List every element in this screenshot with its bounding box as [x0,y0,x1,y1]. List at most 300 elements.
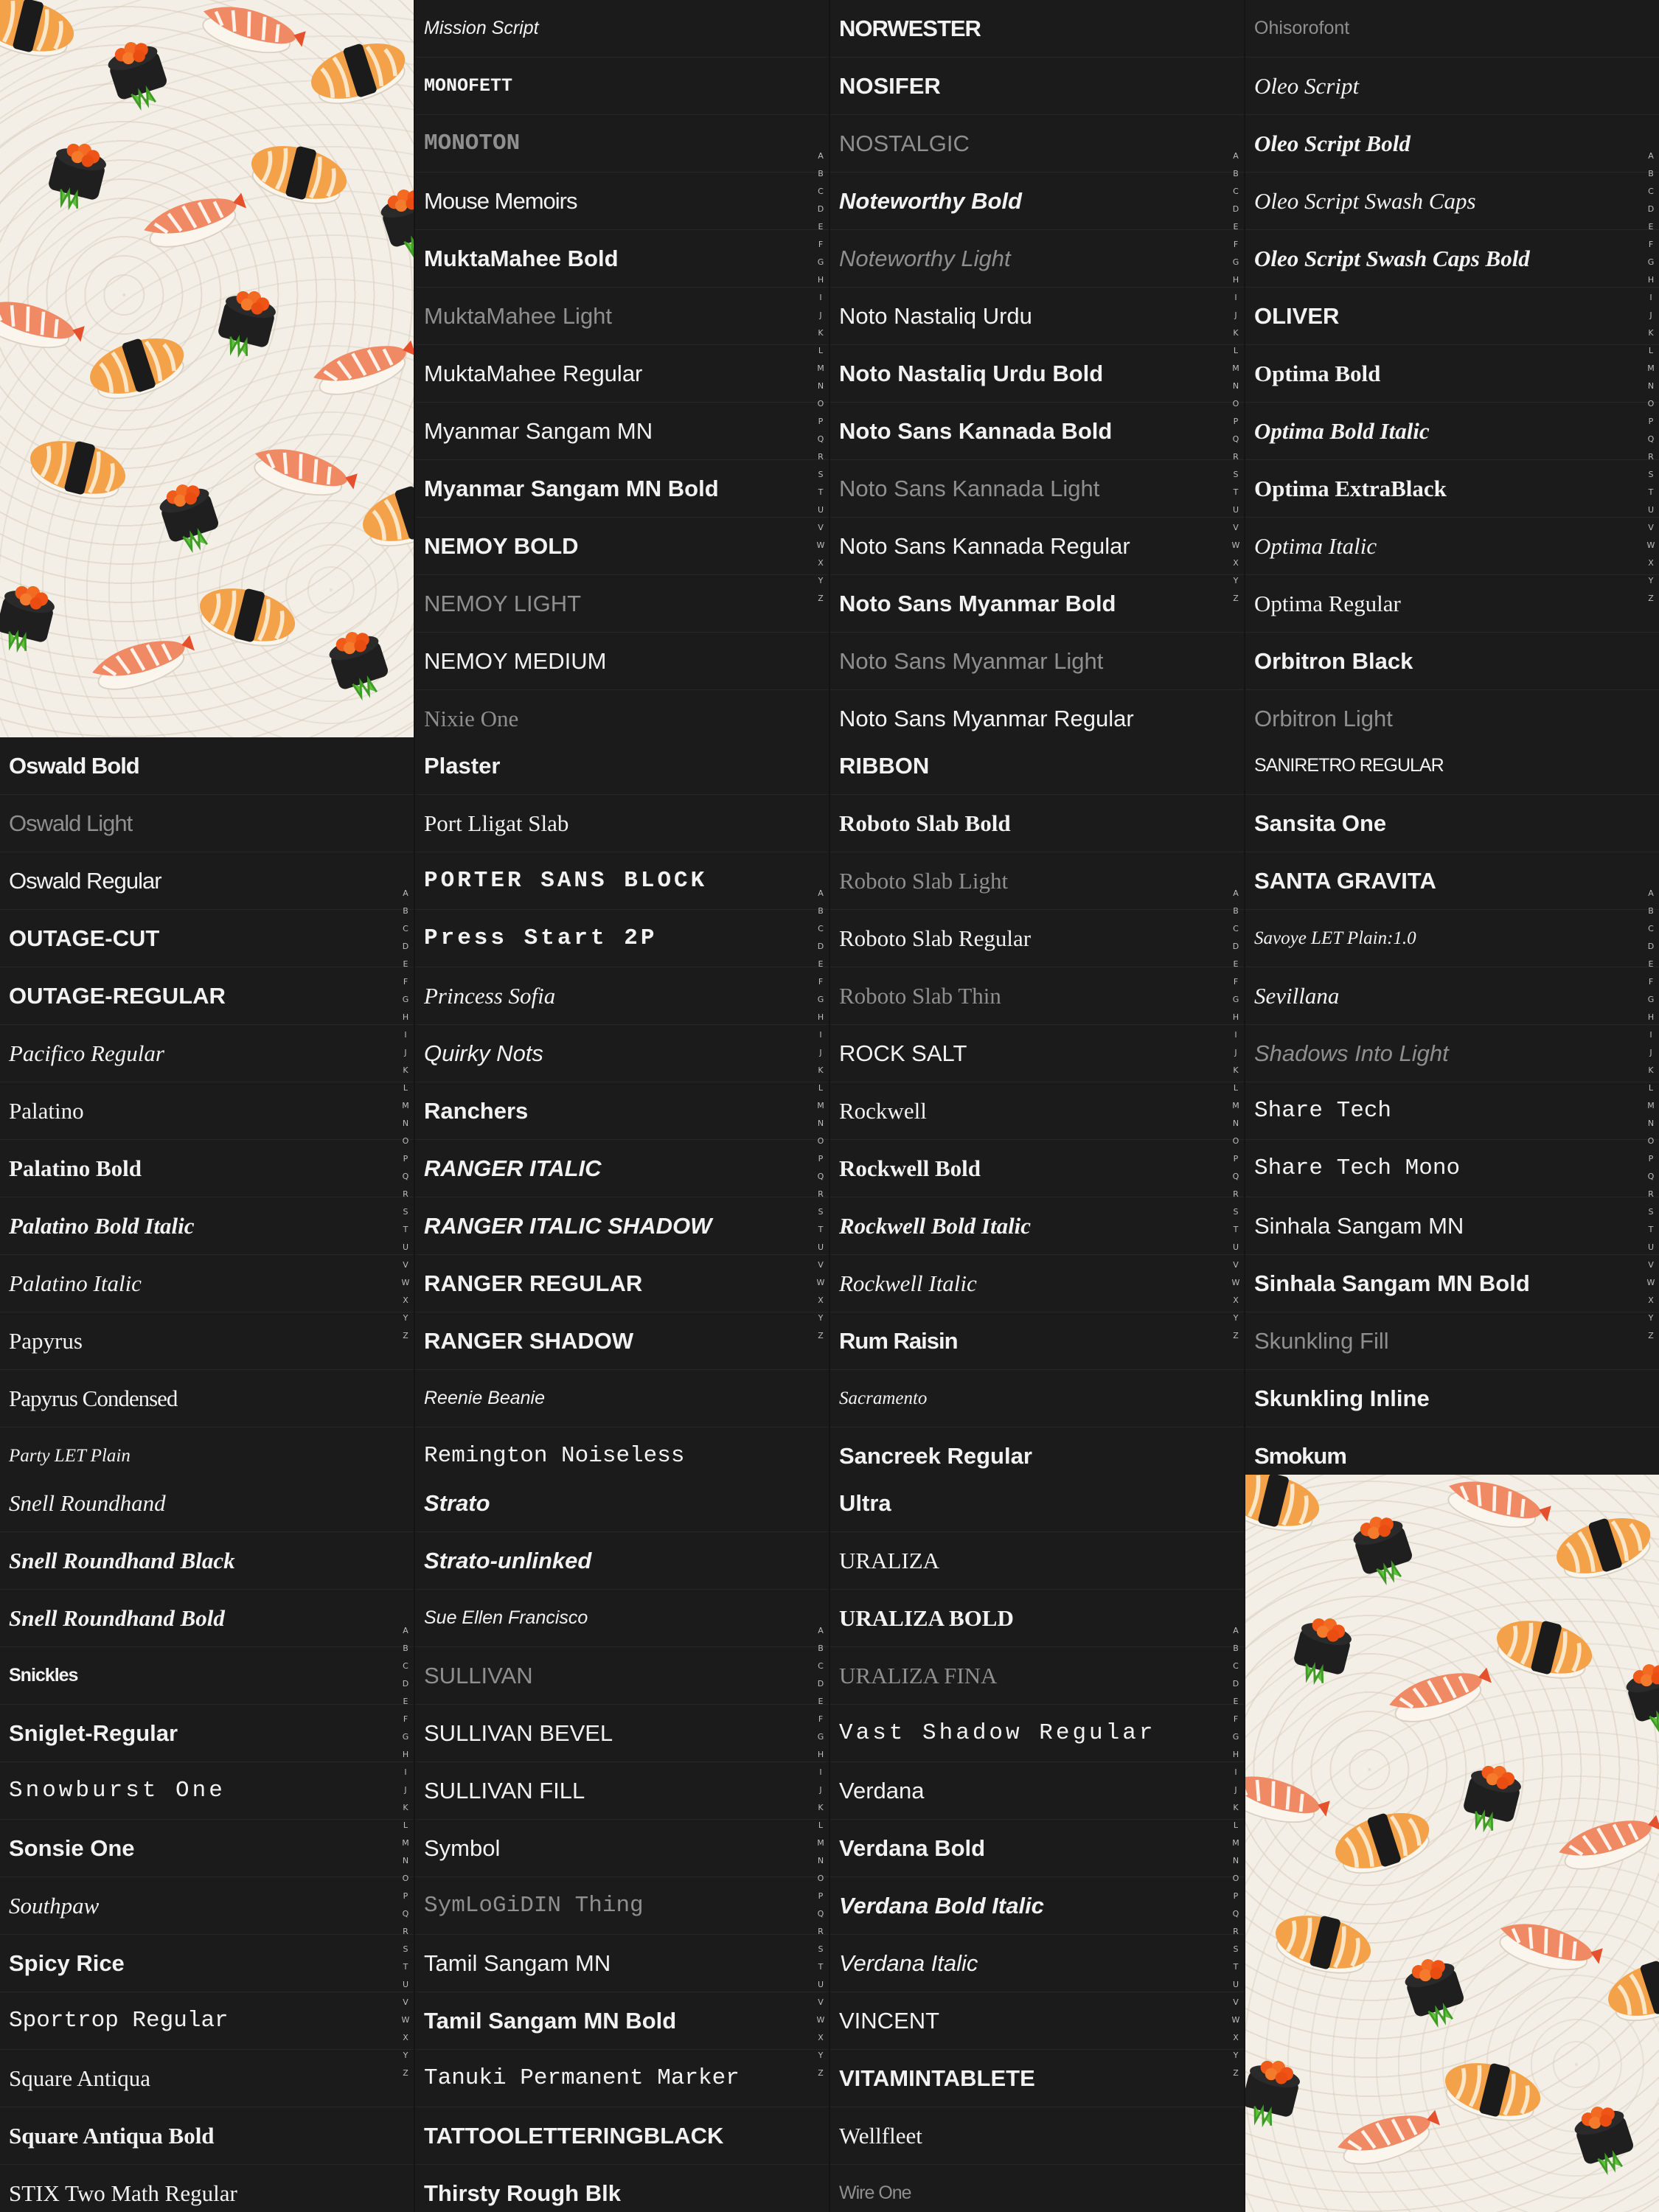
index-letter[interactable]: S [1233,1944,1239,1954]
font-list-item[interactable]: Pacifico Regular [0,1025,414,1082]
index-letter[interactable]: B [1648,906,1654,916]
index-letter[interactable]: Z [1648,594,1654,603]
index-letter[interactable]: L [403,1820,408,1830]
index-letter[interactable]: I [819,293,822,302]
font-list-item[interactable]: Verdana [830,1762,1244,1820]
font-list-item[interactable]: Noteworthy Light [830,230,1244,288]
index-letter[interactable]: V [818,523,824,532]
index-letter[interactable]: M [402,1101,409,1110]
index-letter[interactable]: U [402,1242,409,1252]
index-letter[interactable]: C [818,924,824,933]
index-letter[interactable]: Z [818,594,824,603]
font-list-item[interactable]: Mission Script [415,0,829,58]
index-letter[interactable]: H [1232,1012,1239,1022]
index-letter[interactable]: S [403,1207,408,1217]
index-letter[interactable]: W [1231,540,1240,550]
index-letter[interactable]: L [1233,346,1239,355]
index-letter[interactable]: T [1648,1225,1654,1234]
font-list-item[interactable]: Rockwell Bold [830,1140,1244,1197]
index-letter[interactable]: Z [1648,1331,1654,1340]
index-letter[interactable]: M [1232,1101,1239,1110]
index-letter[interactable]: V [818,1997,824,2007]
index-letter[interactable]: M [1647,1101,1655,1110]
index-letter[interactable]: T [1233,1962,1239,1972]
index-letter[interactable]: O [817,1874,824,1883]
index-letter[interactable]: E [1648,959,1654,969]
index-letter[interactable]: X [403,2033,408,2042]
font-list-item[interactable]: Remington Noiseless [415,1427,829,1475]
index-letter[interactable]: C [1648,187,1654,196]
index-letter[interactable]: D [402,1679,409,1688]
font-list-item[interactable]: Tanuki Permanent Marker [415,2050,829,2107]
index-letter[interactable]: C [1233,187,1239,196]
index-letter[interactable]: W [816,540,825,550]
index-letter[interactable]: K [818,1803,824,1812]
index-letter[interactable]: H [402,1750,409,1759]
index-letter[interactable]: Z [1233,2068,1239,2078]
font-list-item[interactable]: Rockwell [830,1082,1244,1140]
index-letter[interactable]: N [1232,381,1239,391]
index-letter[interactable]: R [818,452,824,462]
index-letter[interactable]: Y [1233,2051,1239,2060]
font-list-item[interactable]: Ohisorofont [1245,0,1659,58]
font-list-item[interactable]: Sportrop Regular [0,1992,414,2050]
index-letter[interactable]: O [1647,1136,1655,1146]
index-letter[interactable]: Q [1232,1172,1239,1181]
index-letter[interactable]: J [819,310,822,320]
index-letter[interactable]: O [1232,1136,1239,1146]
font-list-item[interactable]: Noto Sans Kannada Light [830,460,1244,518]
index-letter[interactable]: W [401,2015,410,2025]
index-letter[interactable]: I [819,1767,822,1777]
index-letter[interactable]: G [1232,1732,1239,1742]
font-list-item[interactable]: Vast Shadow Regular [830,1705,1244,1762]
index-letter[interactable]: F [818,240,824,249]
alphabet-index-bar[interactable] [399,1622,412,2082]
index-letter[interactable]: X [403,1295,408,1305]
index-letter[interactable]: S [818,1207,824,1217]
font-list-item[interactable]: URALIZA [830,1532,1244,1590]
index-letter[interactable]: C [1648,924,1654,933]
font-list-item[interactable]: Snowburst One [0,1762,414,1820]
font-list-item[interactable]: Tamil Sangam MN Bold [415,1992,829,2050]
alphabet-index-bar[interactable] [1229,1622,1242,2082]
font-list-item[interactable]: Roboto Slab Regular [830,910,1244,967]
index-letter[interactable]: U [817,1980,824,1989]
index-letter[interactable]: A [1233,888,1239,898]
font-list-item[interactable]: Rum Raisin [830,1312,1244,1370]
index-letter[interactable]: V [1233,1260,1239,1270]
font-list-item[interactable]: Share Tech [1245,1082,1659,1140]
index-letter[interactable]: P [1233,1891,1239,1901]
index-letter[interactable]: I [1234,1767,1237,1777]
index-letter[interactable]: J [1649,1048,1652,1057]
font-list-item[interactable]: NOSIFER [830,58,1244,115]
index-letter[interactable]: X [1648,558,1654,568]
index-letter[interactable]: C [818,187,824,196]
index-letter[interactable]: W [1646,1278,1655,1287]
index-letter[interactable]: S [1648,1207,1654,1217]
font-list-item[interactable]: NEMOY BOLD [415,518,829,575]
index-letter[interactable]: X [1233,1295,1239,1305]
font-list-item[interactable]: Myanmar Sangam MN [415,403,829,460]
font-list-item[interactable]: Tamil Sangam MN [415,1935,829,1992]
index-letter[interactable]: D [1232,1679,1239,1688]
index-letter[interactable]: X [1233,558,1239,568]
index-letter[interactable]: L [403,1083,408,1093]
font-list-item[interactable]: MuktaMahee Light [415,288,829,345]
index-letter[interactable]: C [1233,924,1239,933]
index-letter[interactable]: V [403,1260,408,1270]
font-list-item[interactable]: Sue Ellen Francisco [415,1590,829,1647]
font-list-item[interactable]: PORTER SANS BLOCK [415,852,829,910]
index-letter[interactable]: W [401,1278,410,1287]
index-letter[interactable]: Q [817,1172,824,1181]
font-list-item[interactable]: SULLIVAN FILL [415,1762,829,1820]
font-list-item[interactable]: RANGER ITALIC SHADOW [415,1197,829,1255]
index-letter[interactable]: G [1647,995,1655,1004]
font-list-item[interactable]: Roboto Slab Light [830,852,1244,910]
font-list-item[interactable]: Princess Sofia [415,967,829,1025]
index-letter[interactable]: N [1647,1119,1655,1128]
index-letter[interactable]: U [1232,1980,1239,1989]
index-letter[interactable]: I [1234,293,1237,302]
font-list-item[interactable]: Palatino Bold [0,1140,414,1197]
font-list-item[interactable]: Sonsie One [0,1820,414,1877]
index-letter[interactable]: Y [1233,1313,1239,1323]
index-letter[interactable]: J [404,1048,407,1057]
font-list-item[interactable]: Verdana Bold Italic [830,1877,1244,1935]
font-list-item[interactable]: SULLIVAN [415,1647,829,1705]
font-list-item[interactable]: Noto Sans Kannada Bold [830,403,1244,460]
index-letter[interactable]: K [1648,1065,1654,1075]
font-list-item[interactable]: Square Antiqua [0,2050,414,2107]
index-letter[interactable]: Z [403,1331,408,1340]
index-letter[interactable]: O [402,1874,409,1883]
font-list-item[interactable]: Oswald Bold [0,737,414,795]
index-letter[interactable]: U [1232,505,1239,515]
index-letter[interactable]: J [1234,310,1237,320]
font-list-item[interactable]: Noto Nastaliq Urdu Bold [830,345,1244,403]
index-letter[interactable]: A [1233,151,1239,161]
font-list-item[interactable]: MONOFETT [415,58,829,115]
index-letter[interactable]: G [1232,257,1239,267]
font-list-item[interactable]: Myanmar Sangam MN Bold [415,460,829,518]
index-letter[interactable]: B [1233,1644,1239,1653]
index-letter[interactable]: V [1648,523,1654,532]
index-letter[interactable]: F [1648,240,1654,249]
index-letter[interactable]: O [817,1136,824,1146]
font-list-item[interactable]: Noto Nastaliq Urdu [830,288,1244,345]
font-list-item[interactable]: Mouse Memoirs [415,173,829,230]
index-letter[interactable]: A [818,151,824,161]
index-letter[interactable]: O [402,1136,409,1146]
font-list-item[interactable]: MONOTON [415,115,829,173]
font-list-item[interactable]: Noto Sans Myanmar Light [830,633,1244,690]
font-list-item[interactable]: Wellfleet [830,2107,1244,2165]
font-list-item[interactable]: RANGER REGULAR [415,1255,829,1312]
font-list-item[interactable]: Thirsty Rough Blk [415,2165,829,2212]
index-letter[interactable]: H [1647,1012,1655,1022]
index-letter[interactable]: L [1233,1083,1239,1093]
index-letter[interactable]: P [1648,417,1654,426]
font-list-item[interactable]: Sansita One [1245,795,1659,852]
index-letter[interactable]: A [818,1626,824,1635]
index-letter[interactable]: E [1233,959,1239,969]
font-list-item[interactable]: Sevillana [1245,967,1659,1025]
index-letter[interactable]: K [403,1065,408,1075]
font-list-item[interactable]: Roboto Slab Thin [830,967,1244,1025]
font-list-item[interactable]: Oswald Regular [0,852,414,910]
font-list-item[interactable]: Snell Roundhand Bold [0,1590,414,1647]
index-letter[interactable]: R [818,1927,824,1936]
font-list-item[interactable]: Reenie Beanie [415,1370,829,1427]
font-list-item[interactable]: Optima Bold Italic [1245,403,1659,460]
index-letter[interactable]: Z [818,1331,824,1340]
index-letter[interactable]: S [1233,1207,1239,1217]
font-list-item[interactable]: Noto Sans Kannada Regular [830,518,1244,575]
index-letter[interactable]: J [1234,1048,1237,1057]
alphabet-index-bar[interactable] [1644,147,1658,608]
index-letter[interactable]: F [818,977,824,987]
index-letter[interactable]: H [817,1750,824,1759]
index-letter[interactable]: Z [1233,594,1239,603]
index-letter[interactable]: Q [402,1909,409,1919]
index-letter[interactable]: M [817,1838,824,1848]
index-letter[interactable]: M [817,1101,824,1110]
font-list-item[interactable]: Port Lligat Slab [415,795,829,852]
index-letter[interactable]: D [402,942,409,951]
index-letter[interactable]: N [402,1119,409,1128]
index-letter[interactable]: X [818,1295,824,1305]
index-letter[interactable]: N [1232,1856,1239,1865]
font-list-item[interactable]: Orbitron Light [1245,690,1659,737]
index-letter[interactable]: X [1648,1295,1654,1305]
index-letter[interactable]: E [818,959,824,969]
index-letter[interactable]: Y [1648,576,1654,585]
index-letter[interactable]: G [1232,995,1239,1004]
font-list-item[interactable]: Plaster [415,737,829,795]
index-letter[interactable]: A [1648,151,1654,161]
index-letter[interactable]: Y [1233,576,1239,585]
index-letter[interactable]: R [1648,452,1654,462]
index-letter[interactable]: G [402,1732,409,1742]
index-letter[interactable]: E [1648,222,1654,232]
index-letter[interactable]: N [817,1119,824,1128]
index-letter[interactable]: P [1233,417,1239,426]
index-letter[interactable]: V [818,1260,824,1270]
index-letter[interactable]: E [818,1697,824,1706]
index-letter[interactable]: H [1232,1750,1239,1759]
font-list-item[interactable]: Palatino Italic [0,1255,414,1312]
index-letter[interactable]: B [1233,169,1239,178]
index-letter[interactable]: Q [402,1172,409,1181]
index-letter[interactable]: Y [818,576,824,585]
font-list-item[interactable]: SULLIVAN BEVEL [415,1705,829,1762]
alphabet-index-bar[interactable] [1229,147,1242,608]
index-letter[interactable]: S [818,1944,824,1954]
font-list-item[interactable]: Ultra [830,1475,1244,1532]
index-letter[interactable]: M [1232,1838,1239,1848]
index-letter[interactable]: L [1648,1083,1654,1093]
index-letter[interactable]: J [404,1785,407,1795]
index-letter[interactable]: Q [817,1909,824,1919]
font-list-item[interactable]: Nixie One [415,690,829,737]
index-letter[interactable]: M [402,1838,409,1848]
font-list-item[interactable]: Noto Sans Myanmar Bold [830,575,1244,633]
index-letter[interactable]: S [1233,470,1239,479]
font-list-item[interactable]: NOSTALGIC [830,115,1244,173]
font-list-item[interactable]: Ranchers [415,1082,829,1140]
font-list-item[interactable]: Smokum [1245,1427,1659,1475]
index-letter[interactable]: N [1647,381,1655,391]
font-list-item[interactable]: SymLoGiDIN Thing [415,1877,829,1935]
font-list-item[interactable]: Papyrus [0,1312,414,1370]
font-list-item[interactable]: Sacramento [830,1370,1244,1427]
index-letter[interactable]: B [1233,906,1239,916]
index-letter[interactable]: F [1233,240,1239,249]
font-list-item[interactable]: Noto Sans Myanmar Regular [830,690,1244,737]
index-letter[interactable]: F [818,1714,824,1724]
index-letter[interactable]: L [818,1820,824,1830]
font-list-item[interactable]: Optima ExtraBlack [1245,460,1659,518]
index-letter[interactable]: H [817,1012,824,1022]
font-list-item[interactable]: Sinhala Sangam MN Bold [1245,1255,1659,1312]
index-letter[interactable]: R [818,1189,824,1199]
index-letter[interactable]: O [1232,1874,1239,1883]
font-list-item[interactable]: Square Antiqua Bold [0,2107,414,2165]
index-letter[interactable]: H [1647,275,1655,285]
index-letter[interactable]: H [402,1012,409,1022]
index-letter[interactable]: C [1233,1661,1239,1671]
index-letter[interactable]: K [403,1803,408,1812]
font-list-item[interactable]: Press Start 2P [415,910,829,967]
index-letter[interactable]: P [818,417,824,426]
index-letter[interactable]: S [403,1944,408,1954]
font-list-item[interactable]: Oleo Script Swash Caps [1245,173,1659,230]
index-letter[interactable]: W [816,1278,825,1287]
index-letter[interactable]: B [818,169,824,178]
index-letter[interactable]: P [403,1154,408,1164]
index-letter[interactable]: R [1233,1189,1239,1199]
font-list-item[interactable]: STIX Two Math Regular [0,2165,414,2212]
index-letter[interactable]: R [1233,452,1239,462]
index-letter[interactable]: V [1233,523,1239,532]
index-letter[interactable]: I [404,1030,407,1040]
index-letter[interactable]: L [1648,346,1654,355]
index-letter[interactable]: B [818,906,824,916]
index-letter[interactable]: A [403,888,408,898]
index-letter[interactable]: E [1233,222,1239,232]
index-letter[interactable]: A [1648,888,1654,898]
font-list-item[interactable]: SANTA GRAVITA [1245,852,1659,910]
index-letter[interactable]: B [403,906,408,916]
font-list-item[interactable]: Skunkling Inline [1245,1370,1659,1427]
index-letter[interactable]: T [1648,487,1654,497]
index-letter[interactable]: T [818,1225,824,1234]
index-letter[interactable]: W [816,2015,825,2025]
index-letter[interactable]: A [403,1626,408,1635]
index-letter[interactable]: A [1233,1626,1239,1635]
index-letter[interactable]: Y [818,2051,824,2060]
font-list-item[interactable]: VINCENT [830,1992,1244,2050]
index-letter[interactable]: U [1647,505,1655,515]
alphabet-index-bar[interactable] [1644,885,1658,1345]
index-letter[interactable]: K [818,328,824,338]
font-list-item[interactable]: Quirky Nots [415,1025,829,1082]
font-list-item[interactable]: Snickles [0,1647,414,1705]
font-list-item[interactable]: Sniglet-Regular [0,1705,414,1762]
index-letter[interactable]: K [1233,328,1239,338]
index-letter[interactable]: J [819,1785,822,1795]
index-letter[interactable]: Z [403,2068,408,2078]
alphabet-index-bar[interactable] [399,885,412,1345]
font-list-item[interactable]: Spicy Rice [0,1935,414,1992]
font-list-item[interactable]: Southpaw [0,1877,414,1935]
font-list-item[interactable]: Shadows Into Light [1245,1025,1659,1082]
index-letter[interactable]: Y [1648,1313,1654,1323]
index-letter[interactable]: C [403,924,408,933]
font-list-item[interactable]: Optima Regular [1245,575,1659,633]
font-list-item[interactable]: Wire One [830,2165,1244,2212]
index-letter[interactable]: W [1231,1278,1240,1287]
index-letter[interactable]: V [1648,1260,1654,1270]
font-list-item[interactable]: Symbol [415,1820,829,1877]
index-letter[interactable]: I [1234,1030,1237,1040]
font-list-item[interactable]: Snell Roundhand [0,1475,414,1532]
index-letter[interactable]: X [1233,2033,1239,2042]
index-letter[interactable]: R [403,1189,408,1199]
index-letter[interactable]: G [402,995,409,1004]
index-letter[interactable]: T [818,487,824,497]
font-list-item[interactable]: Optima Italic [1245,518,1659,575]
index-letter[interactable]: K [818,1065,824,1075]
index-letter[interactable]: D [1232,204,1239,214]
index-letter[interactable]: N [817,381,824,391]
font-list-item[interactable]: Strato-unlinked [415,1532,829,1590]
index-letter[interactable]: D [1232,942,1239,951]
font-list-item[interactable]: NEMOY LIGHT [415,575,829,633]
index-letter[interactable]: P [818,1891,824,1901]
index-letter[interactable]: F [1648,977,1654,987]
index-letter[interactable]: J [1234,1785,1237,1795]
font-list-item[interactable]: Palatino [0,1082,414,1140]
index-letter[interactable]: C [403,1661,408,1671]
index-letter[interactable]: U [817,505,824,515]
index-letter[interactable]: H [817,275,824,285]
index-letter[interactable]: B [403,1644,408,1653]
alphabet-index-bar[interactable] [814,147,827,608]
index-letter[interactable]: P [1233,1154,1239,1164]
index-letter[interactable]: T [403,1225,408,1234]
index-letter[interactable]: D [817,204,824,214]
index-letter[interactable]: Q [1232,434,1239,444]
index-letter[interactable]: U [1647,1242,1655,1252]
index-letter[interactable]: R [403,1927,408,1936]
index-letter[interactable]: B [818,1644,824,1653]
font-list-item[interactable]: Oleo Script [1245,58,1659,115]
index-letter[interactable]: G [817,1732,824,1742]
index-letter[interactable]: S [818,470,824,479]
index-letter[interactable]: X [818,558,824,568]
index-letter[interactable]: Q [1647,434,1655,444]
font-list-item[interactable]: Share Tech Mono [1245,1140,1659,1197]
font-list-item[interactable]: RANGER SHADOW [415,1312,829,1370]
index-letter[interactable]: J [1649,310,1652,320]
index-letter[interactable]: N [817,1856,824,1865]
font-list-item[interactable]: Savoye LET Plain:1.0 [1245,910,1659,967]
index-letter[interactable]: S [1648,470,1654,479]
